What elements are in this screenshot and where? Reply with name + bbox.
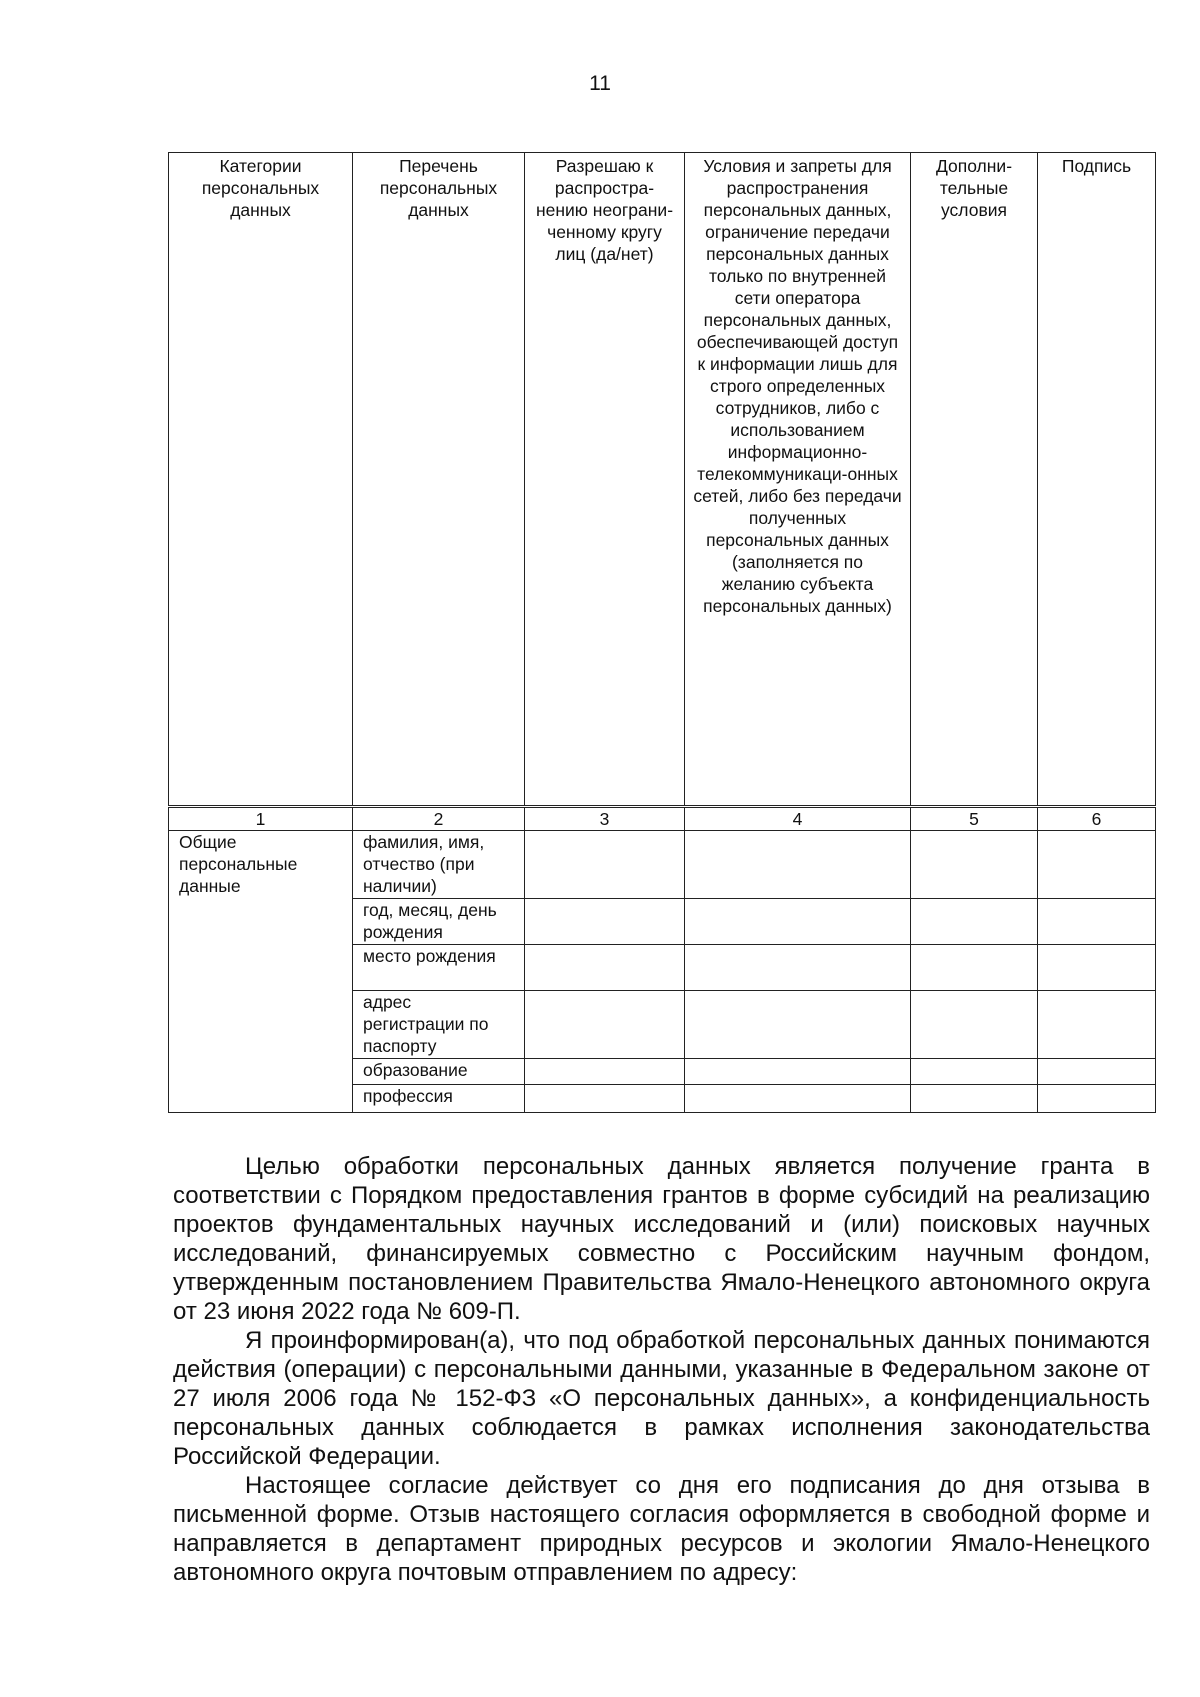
additional-cell[interactable] [911,1085,1038,1113]
table-header-row [169,153,1156,807]
additional-cell[interactable] [911,831,1038,899]
conditions-cell[interactable] [685,945,911,991]
conditions-cell[interactable] [685,991,911,1059]
additional-cell[interactable] [911,945,1038,991]
column-number: 5 [911,807,1038,831]
header-conditions: Условия и запреты для распространения персональных данных, ограничение передачи персональных данных только по внутренней сети оператора персональных данных, обеспечивающей доступ к информации лишь для строго определенных сотрудников, либо с использованием информационно-телекоммуникаци-онных сетей, либо без передачи полученных персональных данных (заполняется по желанию субъекта персональных данных) [685,153,911,807]
header-list: Перечень персональных данных [353,153,525,807]
informed-paragraph: Я проинформирован(а), что под обработкой персональных данных понимаются действия (операции) с персональными данными, указанные в Федеральном законе от 27 июля 2006 года № 152-ФЗ «О персональных данных», а конфиденциальность персональных данных соблюдается в рамках исполнения законодательства Российской Федерации. [173,1327,1150,1470]
permission-cell[interactable] [525,991,685,1059]
header-additional: Дополни-тельные условия [911,153,1038,807]
conditions-cell[interactable] [685,831,911,899]
header-permission: Разрешаю к распростра-нению неограни-ченному кругу лиц (да/нет) [525,153,685,807]
item-cell: год, месяц, день рождения [353,899,525,945]
permission-cell[interactable] [525,831,685,899]
column-number: 1 [169,807,353,831]
column-number: 2 [353,807,525,831]
conditions-cell[interactable] [685,1059,911,1085]
additional-cell[interactable] [911,899,1038,945]
permission-cell[interactable] [525,1059,685,1085]
additional-cell[interactable] [911,1059,1038,1085]
validity-paragraph: Настоящее согласие действует со дня его подписания до дня отзыва в письменной форме. Отзыв настоящего согласия оформляется в свободной форме и направляется в департамент природных ресурсов и экологии Ямало-Ненецкого автономного округа почтовым отправлением по адресу: [173,1472,1150,1586]
additional-cell[interactable] [911,991,1038,1059]
page-number: 11 [589,72,611,95]
header-signature: Подпись [1038,153,1156,807]
column-number-row [169,807,1156,831]
signature-cell[interactable] [1038,991,1156,1059]
category-cell: Общие персональные данные [169,831,353,1113]
purpose-paragraph: Целью обработки персональных данных является получение гранта в соответствии с Порядком предоставления грантов в форме субсидий на реализацию проектов фундаментальных научных исследований и (или) поисковых научных исследований, финансируемых совместно с Российским научным фондом, утвержденным постановлением Правительства Ямало-Ненецкого автономного округа от 23 июня 2022 года № 609-П. [173,1153,1150,1325]
header-categories: Категории персональных данных [169,153,353,807]
item-cell: профессия [353,1085,525,1113]
signature-cell[interactable] [1038,1059,1156,1085]
column-number: 4 [685,807,911,831]
column-number: 3 [525,807,685,831]
signature-cell[interactable] [1038,945,1156,991]
permission-cell[interactable] [525,1085,685,1113]
item-cell: фамилия, имя, отчество (при наличии) [353,831,525,899]
conditions-cell[interactable] [685,899,911,945]
item-cell: адрес регистрации по паспорту [353,991,525,1059]
signature-cell[interactable] [1038,831,1156,899]
permission-cell[interactable] [525,945,685,991]
table-row [169,831,1156,899]
body-text [173,1152,1150,1587]
column-number: 6 [1038,807,1156,831]
item-cell: место рождения [353,945,525,991]
consent-table [168,152,1156,1113]
signature-cell[interactable] [1038,1085,1156,1113]
permission-cell[interactable] [525,899,685,945]
item-cell: образование [353,1059,525,1085]
signature-cell[interactable] [1038,899,1156,945]
conditions-cell[interactable] [685,1085,911,1113]
